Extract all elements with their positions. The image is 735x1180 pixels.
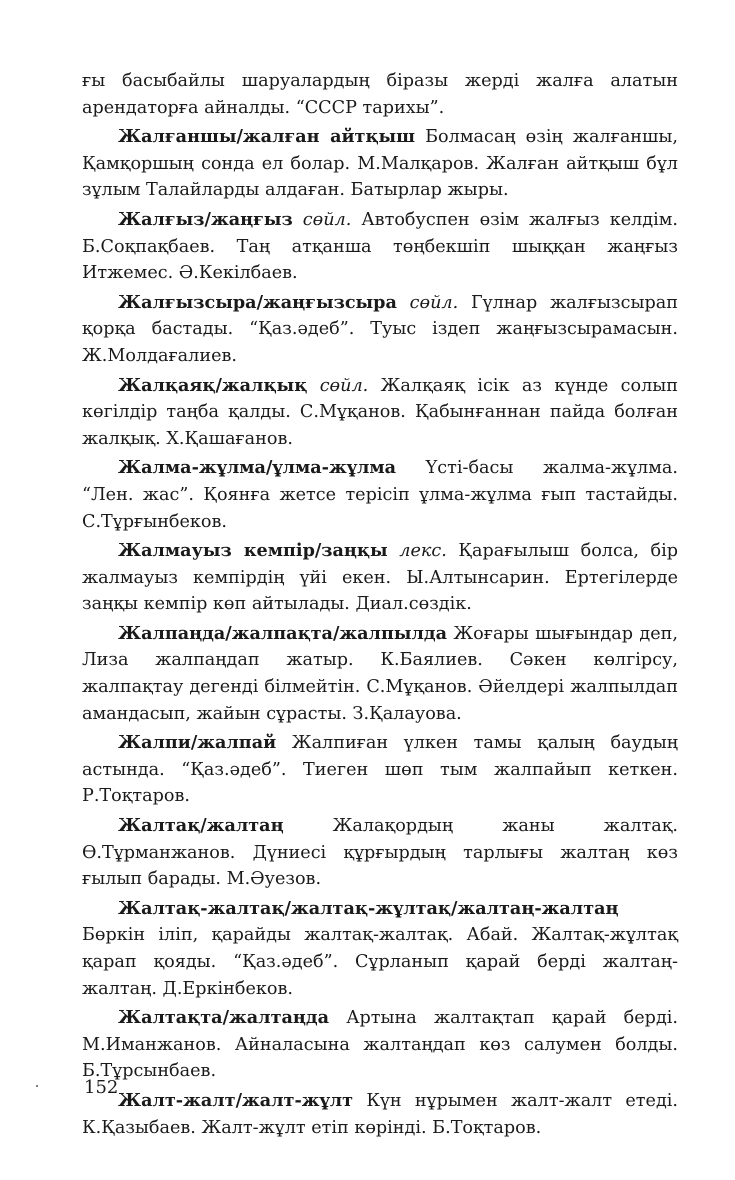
entry-text: Жалқаяқ ісік аз күнде солып көгілдір таңба қалды. С.Мұқанов. Қабынғаннан пайда болған жалқық. Х.Қашағанов. bbox=[82, 375, 678, 449]
dictionary-entry bbox=[82, 1088, 678, 1141]
entry-headword: Жалпаңда/жалпақта/жалпылда bbox=[118, 622, 447, 644]
entry-text: Жоғары шығындар деп, Лиза жалпаңдап жатыр. К.Баялиев. Сәкен көлгірсу, жалпақтау дегенді білмейтін. С.Мұқанов. Әйелдері жалпылдап амандасып, жайын сұрасты. З.Қалауова. bbox=[82, 623, 678, 724]
entry-text: Үсті-басы жалма-жұлма. “Лен. жас”. Қоянға жетсе терісіп ұлма-жұлма ғып тастайды. С.Тұрғынбеков. bbox=[82, 458, 679, 532]
entry-headword: Жалтақ/жалтаң bbox=[118, 815, 284, 837]
entry-headword: Жалма-жұлма/ұлма-жұлма bbox=[118, 457, 397, 479]
entry-label: сөйл. bbox=[409, 292, 459, 313]
entry-text: Жалақордың жаны жалтақ. Ө.Тұрманжанов. Дүниесі құрғырдың тарлығы жалтаң көз ғылып барады. М.Әуезов. bbox=[82, 816, 678, 890]
dictionary-entry bbox=[82, 538, 678, 618]
entry-headword: Жалпи/жалпай bbox=[118, 732, 277, 754]
entry-headword: Жалтақ-жалтақ/жалтақ-жұлтақ/жалтаң-жалтаң bbox=[118, 897, 619, 919]
entry-text: Қарағылыш болса, бір жалмауыз кемпірдің үйі екен. Ы.Алтынсарин. Ертегілерде заңқы кемпір көп айтылады. Диал.сөздік. bbox=[82, 541, 678, 615]
entry-text: Гүлнар жалғызсырап қорқа бастады. “Қаз.әдеб”. Туыс іздеп жаңғызсырамасын. Ж.Молдағалиев. bbox=[82, 292, 678, 366]
entry-headword: Жалт-жалт/жалт-жұлт bbox=[118, 1089, 354, 1111]
entry-label: сөйл. bbox=[302, 209, 352, 230]
entry-text: Бөркін іліп, қарайды жалтақ-жалтақ. Абай. Жалтақ-жұлтақ қарап қояды. “Қаз.әдеб”. Сұрланып қарай берді жалтаң-жалтаң. Д.Еркінбеков. bbox=[82, 925, 678, 999]
dictionary-entry bbox=[82, 290, 678, 370]
entry-text: Жалпиған үлкен тамы қалың баудың астында. “Қаз.әдеб”. Тиеген шөп тым жалпайып кеткен. Р.Тоқтаров. bbox=[82, 733, 679, 807]
entry-text: Болмасаң өзің жалғаншы, Қамқоршың сонда ел болар. М.Малқаров. Жалған айтқыш бұл зұлым Талайларды алдаған. Батырлар жыры. bbox=[82, 127, 678, 201]
continuation-text: ғы басыбайлы шаруалардың біразы жерді жалға алатын арендаторға айналды. “СССР тарихы”. bbox=[82, 71, 678, 118]
dictionary-entry bbox=[82, 373, 678, 453]
entry-text: Күн нұрымен жалт-жалт етеді. К.Қазыбаев. Жалт-жұлт етіп көрінді. Б.Тоқтаров. bbox=[82, 1090, 678, 1138]
dictionary-entry bbox=[82, 207, 678, 287]
entry-headword: Жалғыз/жаңғыз bbox=[118, 208, 293, 230]
entry-text: Автобуспен өзім жалғыз келдім. Б.Соқпақбаев. Таң атқанша төңбекшіп шыққан жаңғыз Итжемес. Ә.Кекілбаев. bbox=[82, 209, 679, 284]
entry-headword: Жалқаяқ/жалқық bbox=[118, 374, 308, 396]
entry-headword: Жалғызсыра/жаңғызсыра bbox=[118, 291, 397, 313]
entry-headword: Жалмауыз кемпір/заңқы bbox=[118, 540, 388, 562]
dictionary-entry bbox=[82, 730, 678, 810]
dictionary-entry bbox=[82, 455, 678, 535]
print-speck bbox=[36, 1085, 38, 1087]
entry-label: сөйл. bbox=[319, 375, 369, 396]
dictionary-entry bbox=[82, 896, 678, 1002]
page-number: 152 bbox=[84, 1077, 119, 1098]
dictionary-page bbox=[82, 68, 678, 1144]
entry-headword: Жалтақта/жалтаңда bbox=[118, 1007, 330, 1029]
dictionary-entry bbox=[82, 124, 678, 204]
entry-label: лекс. bbox=[399, 541, 447, 562]
dictionary-entry bbox=[82, 621, 678, 727]
entry-text: Артына жалтақтап қарай берді. М.Иманжанов. Айналасына жалтаңдап көз салумен болды. Б.Тұрсынбаев. bbox=[82, 1008, 678, 1082]
entry-headword: Жалғаншы/жалған айтқыш bbox=[118, 126, 416, 148]
dictionary-entry bbox=[82, 1005, 678, 1085]
entry-list bbox=[82, 124, 678, 1141]
dictionary-entry bbox=[82, 813, 678, 893]
